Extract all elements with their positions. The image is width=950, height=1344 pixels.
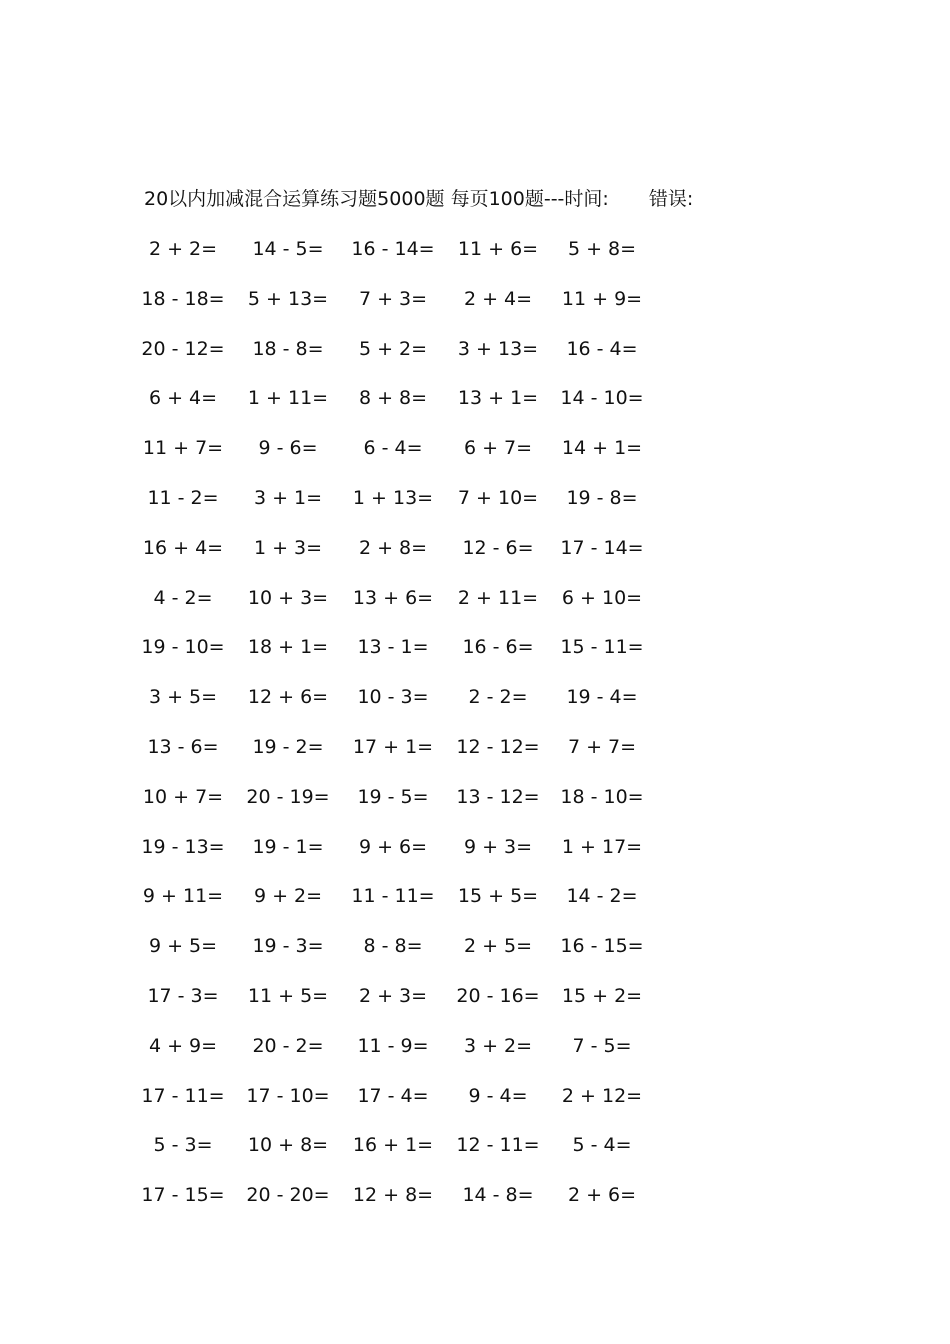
math-problem: 11 - 2= xyxy=(147,487,219,509)
math-problem: 1 + 11= xyxy=(247,387,329,410)
math-problem: 19 - 10= xyxy=(141,636,225,659)
problem-row xyxy=(0,585,950,611)
problem-row xyxy=(0,435,950,461)
math-problem: 14 - 10= xyxy=(560,387,644,410)
math-problem: 17 + 1= xyxy=(352,736,434,758)
math-problem: 2 + 11= xyxy=(457,586,539,609)
math-problem: 16 - 6= xyxy=(462,636,534,659)
math-problem: 3 + 2= xyxy=(463,1034,533,1057)
problem-row xyxy=(0,684,950,710)
problem-row xyxy=(0,485,950,511)
math-problem: 20 - 19= xyxy=(246,785,330,808)
math-problem: 17 - 11= xyxy=(141,1084,225,1107)
math-problem: 18 + 1= xyxy=(247,636,329,659)
math-problem: 9 - 4= xyxy=(468,1084,528,1107)
math-problem: 17 - 4= xyxy=(357,1084,429,1107)
math-problem: 20 - 12= xyxy=(141,337,225,360)
worksheet-header xyxy=(144,186,693,212)
problem-row xyxy=(0,1182,950,1208)
problem-row xyxy=(0,634,950,660)
math-problem: 11 + 7= xyxy=(142,437,224,460)
math-problem: 19 - 1= xyxy=(252,835,324,858)
math-problem: 16 + 1= xyxy=(352,1134,434,1157)
math-problem: 7 + 7= xyxy=(567,736,637,758)
math-problem: 9 + 3= xyxy=(463,835,533,858)
problem-row xyxy=(0,734,950,760)
math-problem: 18 - 10= xyxy=(560,785,644,808)
errors-label: 错误: xyxy=(648,188,694,210)
math-problem: 12 - 12= xyxy=(456,736,540,758)
math-problem: 14 + 1= xyxy=(561,437,643,460)
math-problem: 11 + 6= xyxy=(457,238,539,260)
problem-row xyxy=(0,933,950,959)
math-problem: 14 - 5= xyxy=(252,238,324,260)
math-problem: 19 - 4= xyxy=(566,686,638,709)
problem-row xyxy=(0,336,950,362)
math-problem: 20 - 2= xyxy=(252,1034,324,1057)
math-problem: 5 - 3= xyxy=(153,1134,213,1157)
math-problem: 2 + 5= xyxy=(463,935,533,958)
math-problem: 8 - 8= xyxy=(363,935,423,958)
math-problem: 20 - 16= xyxy=(456,985,540,1007)
math-problem: 2 + 3= xyxy=(358,985,428,1007)
math-problem: 7 - 5= xyxy=(572,1034,632,1057)
math-problem: 9 - 6= xyxy=(258,437,318,460)
math-problem: 5 + 2= xyxy=(358,337,428,360)
math-problem: 16 + 4= xyxy=(142,536,224,559)
math-problem: 13 - 12= xyxy=(456,785,540,808)
math-problem: 7 + 3= xyxy=(358,287,428,310)
math-problem: 17 - 15= xyxy=(141,1184,225,1207)
problem-row xyxy=(0,1132,950,1158)
problem-row xyxy=(0,784,950,810)
math-problem: 1 + 3= xyxy=(253,536,323,559)
math-problem: 19 - 5= xyxy=(357,785,429,808)
math-problem: 4 + 9= xyxy=(148,1034,218,1057)
math-problem: 12 - 6= xyxy=(462,536,534,559)
math-problem: 2 + 6= xyxy=(567,1184,637,1207)
math-problem: 9 + 11= xyxy=(142,885,224,908)
math-problem: 3 + 1= xyxy=(253,487,323,509)
math-problem: 14 - 8= xyxy=(462,1184,534,1207)
math-problem: 2 + 12= xyxy=(561,1084,643,1107)
math-problem: 19 - 2= xyxy=(252,736,324,758)
math-problem: 14 - 2= xyxy=(566,885,638,908)
math-problem: 5 - 4= xyxy=(572,1134,632,1157)
math-problem: 13 - 6= xyxy=(147,736,219,758)
problem-row xyxy=(0,834,950,860)
math-problem: 4 - 2= xyxy=(153,586,213,609)
math-problem: 15 - 11= xyxy=(560,636,644,659)
math-problem: 16 - 14= xyxy=(351,238,435,260)
math-problem: 8 + 8= xyxy=(358,387,428,410)
math-problem: 15 + 2= xyxy=(561,985,643,1007)
math-problem: 17 - 3= xyxy=(147,985,219,1007)
math-problem: 6 - 4= xyxy=(363,437,423,460)
math-problem: 11 - 9= xyxy=(357,1034,429,1057)
math-problem: 1 + 13= xyxy=(352,487,434,509)
math-problem: 2 + 8= xyxy=(358,536,428,559)
math-problem: 12 - 11= xyxy=(456,1134,540,1157)
math-problem: 2 + 2= xyxy=(148,238,218,260)
math-problem: 10 + 7= xyxy=(142,785,224,808)
math-problem: 3 + 13= xyxy=(457,337,539,360)
math-problem: 13 + 6= xyxy=(352,586,434,609)
math-problem: 2 - 2= xyxy=(468,686,528,709)
math-problem: 16 - 4= xyxy=(566,337,638,360)
math-problem: 12 + 6= xyxy=(247,686,329,709)
math-problem: 3 + 5= xyxy=(148,686,218,709)
problem-row xyxy=(0,1083,950,1109)
math-problem: 11 + 9= xyxy=(561,287,643,310)
math-problem: 18 - 18= xyxy=(141,287,225,310)
problem-row xyxy=(0,385,950,411)
math-problem: 16 - 15= xyxy=(560,935,644,958)
math-problem: 18 - 8= xyxy=(252,337,324,360)
math-problem: 19 - 8= xyxy=(566,487,638,509)
math-problem: 5 + 8= xyxy=(567,238,637,260)
problem-row xyxy=(0,883,950,909)
math-problem: 1 + 17= xyxy=(561,835,643,858)
math-problem: 10 - 3= xyxy=(357,686,429,709)
math-problem: 13 + 1= xyxy=(457,387,539,410)
math-problem: 6 + 10= xyxy=(561,586,643,609)
math-problem: 17 - 10= xyxy=(246,1084,330,1107)
math-problem: 13 - 1= xyxy=(357,636,429,659)
math-problem: 6 + 7= xyxy=(463,437,533,460)
math-problem: 2 + 4= xyxy=(463,287,533,310)
math-problem: 9 + 2= xyxy=(253,885,323,908)
math-problem: 19 - 3= xyxy=(252,935,324,958)
problem-row xyxy=(0,535,950,561)
math-problem: 10 + 8= xyxy=(247,1134,329,1157)
math-problem: 11 - 11= xyxy=(351,885,435,908)
math-problem: 15 + 5= xyxy=(457,885,539,908)
worksheet-title: 20以内加减混合运算练习题5000题 每页100题---时间: xyxy=(144,188,609,210)
math-problem: 5 + 13= xyxy=(247,287,329,310)
math-problem: 6 + 4= xyxy=(148,387,218,410)
math-problem: 19 - 13= xyxy=(141,835,225,858)
math-problem: 9 + 5= xyxy=(148,935,218,958)
math-problem: 12 + 8= xyxy=(352,1184,434,1207)
math-problem: 7 + 10= xyxy=(457,487,539,509)
problem-row xyxy=(0,983,950,1009)
math-problem: 10 + 3= xyxy=(247,586,329,609)
math-problem: 9 + 6= xyxy=(358,835,428,858)
math-problem: 20 - 20= xyxy=(246,1184,330,1207)
problem-row xyxy=(0,236,950,262)
math-problem: 17 - 14= xyxy=(560,536,644,559)
problem-row xyxy=(0,1033,950,1059)
math-problem: 11 + 5= xyxy=(247,985,329,1007)
problem-row xyxy=(0,286,950,312)
